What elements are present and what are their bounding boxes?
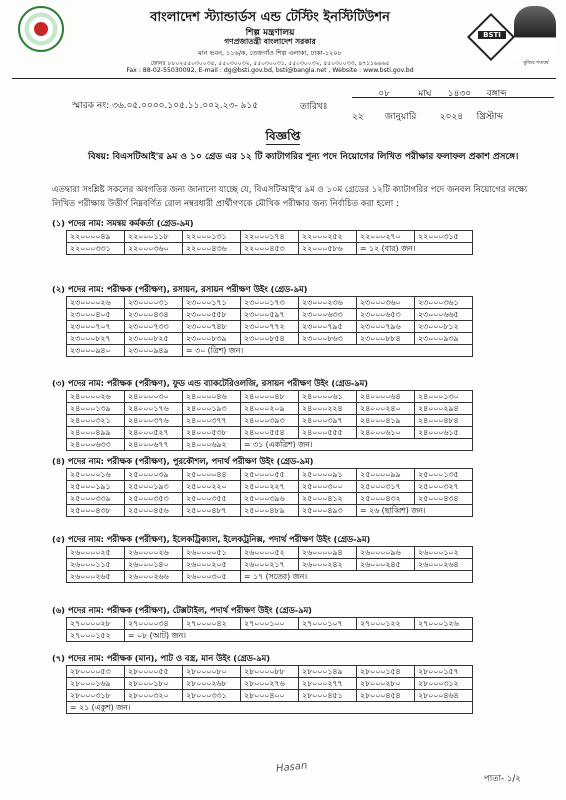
bangla-year: ১৪৩০ <box>447 89 472 99</box>
english-suffix: খ্রিস্টাব্দ <box>476 112 503 122</box>
roll-number-cell: ২৩০০০৭০৭ <box>67 321 125 333</box>
roll-table <box>66 468 473 517</box>
roll-number-cell: ২৮০০০০৮৮ <box>241 666 299 678</box>
table-row <box>67 559 473 571</box>
mujib-year-portrait-icon <box>514 6 556 58</box>
roll-number-cell: ২৪০০০৬১০ <box>357 427 415 439</box>
roll-table <box>66 665 473 714</box>
bangla-date <box>350 86 507 101</box>
roll-number-cell: ২৬০০০০২৬ <box>125 547 183 559</box>
roll-number-cell: ২৭০০০১৫২ <box>67 630 125 642</box>
roll-number-cell: ২৫০০০২২৭ <box>241 481 299 493</box>
roll-number-cell: ২৭০০০১০০ <box>241 618 299 630</box>
total-count-cell: = ৩০ (ত্রিশ) জন। <box>183 345 473 357</box>
table-row <box>67 547 473 559</box>
roll-number-cell: ২৪০০০২২৪ <box>299 403 357 415</box>
roll-number-cell: ২২০০০১৭৪ <box>241 231 299 243</box>
table-row <box>67 427 473 439</box>
roll-number-cell: ২২০০০০৪৯ <box>67 231 125 243</box>
signature: Hasan <box>275 760 308 775</box>
roll-number-cell: ২৮০০০০৮০ <box>183 666 241 678</box>
roll-number-cell: ২৫০০০৪৩৪ <box>415 493 473 505</box>
total-count-cell: = ২১ (একুশ) জন। <box>67 702 473 714</box>
english-month: জানুয়ারি <box>384 112 417 122</box>
roll-number-cell: ২৮০০০৪৫১ <box>299 690 357 702</box>
roll-number-cell: ২৮০০০১৬৯ <box>67 678 125 690</box>
roll-number-cell: ২৩০০০৫৯৭ <box>241 309 299 321</box>
roll-number-cell: ২৭০০০০৩৪ <box>125 618 183 630</box>
table-row <box>67 231 473 243</box>
english-year: ২০২৪ <box>439 112 464 122</box>
roll-number-cell: ২২০০০৫৮৬ <box>299 243 357 255</box>
roll-number-cell: ২৩০০০৮৩৯ <box>183 333 241 345</box>
section-title: (৭) পদের নাম: পরীক্ষক (মান), পাট ও বস্ত্র, মান উইং (গ্রেড-৯ম) <box>52 653 270 663</box>
roll-number-cell: ২৫০০০৩৫৫ <box>183 493 241 505</box>
english-date <box>352 109 503 124</box>
table-row <box>67 505 473 517</box>
roll-number-cell: ২৫০০০০৪৪ <box>183 469 241 481</box>
roll-number-cell: ২৩০০০৭৯৬ <box>357 321 415 333</box>
table-row <box>67 415 473 427</box>
roll-number-cell: ২৫০০০৩১৭ <box>357 481 415 493</box>
date-label: তারিখঃ <box>300 102 328 112</box>
roll-number-cell: ২৬০০০২৬৫ <box>67 571 125 583</box>
date-divider <box>352 97 554 98</box>
phone-numbers: ফোনঃ ৮৮০২৫৫০৩০০৩৫, ৫৫০৩০০৩২, ৫৫০৩০০৩১, ৫৫০৩০০৩২, ৫৫০৩০০৩৩, ৪৭১১৬৬৬৫ <box>150 60 390 67</box>
roll-number-cell: ২৫০০০৪৫৬ <box>125 505 183 517</box>
roll-number-cell: ২৪০০০৩৭৬ <box>125 415 183 427</box>
page-number: পাতা- ১/২ <box>484 774 521 784</box>
roll-number-cell: ২৬০০০২৬৬ <box>125 571 183 583</box>
roll-number-cell: ২৫০০০৪৩৮ <box>67 505 125 517</box>
roll-number-cell: ২৭০০০১২২ <box>357 618 415 630</box>
roll-number-cell: ২৪০০০১৩০ <box>415 391 473 403</box>
roll-number-cell: ২৩০০০৮২৫ <box>125 333 183 345</box>
roll-table <box>66 546 473 583</box>
roll-number-cell: ২৮০০০৪০০ <box>241 690 299 702</box>
section-title: (৫) পদের নাম: পরীক্ষক (পরীক্ষণ), ইলেকট্রিক্যাল, ইলেকট্রনিক্স, পদার্থ পরীক্ষণ উইং (গ্রেড-৯ম) <box>52 534 371 544</box>
bangla-suffix: বঙ্গাব্দ <box>486 89 507 99</box>
notice-title <box>0 128 566 148</box>
roll-number-cell: ২৪০০০০২৬ <box>67 391 125 403</box>
roll-number-cell: ২৩০০০৪০৫ <box>67 309 125 321</box>
roll-number-cell: ২২০০০৩১৫ <box>415 231 473 243</box>
roll-number-cell: ২৬০০০২০৫ <box>183 559 241 571</box>
roll-number-cell: ২৮০০০১৪৯ <box>299 666 357 678</box>
roll-number-cell: ২৫০০০০৫৫ <box>241 469 299 481</box>
roll-number-cell: ২৫০০০০৯১ <box>299 469 357 481</box>
roll-number-cell: ২৫০০০৪৮৭ <box>183 505 241 517</box>
roll-number-cell: ২৭০০০০৪২ <box>183 618 241 630</box>
table-row <box>67 243 473 255</box>
roll-number-cell: ২৪০০০৫৩৮ <box>183 427 241 439</box>
roll-number-cell: ২৩০০০১৭৩ <box>241 297 299 309</box>
total-count-cell: = ০৮ (আট) জন। <box>125 630 473 642</box>
table-row <box>67 702 473 714</box>
roll-number-cell: ২৪০০০০৪৮ <box>241 391 299 403</box>
total-count-cell: = ৩১ (একত্রিশ) জন। <box>241 439 473 451</box>
roll-number-cell: ২৫০০০৩৩৯ <box>67 493 125 505</box>
roll-number-cell: ২৫০০০১৯৩ <box>125 481 183 493</box>
roll-number-cell: ২৪০০০১৯৩ <box>183 403 241 415</box>
roll-number-cell: ২৩০০০৮১২ <box>415 321 473 333</box>
roll-number-cell: ২৩০০০৯৩৯ <box>415 333 473 345</box>
roll-number-cell: ২৪০০০৩২১ <box>67 415 125 427</box>
roll-number-cell: ২৩০০০৭৩৩ <box>125 321 183 333</box>
roll-number-cell: ২৮০০০১৮০ <box>125 678 183 690</box>
table-row <box>67 666 473 678</box>
roll-number-cell: ২৫০০০০১৬ <box>67 469 125 481</box>
roll-number-cell: ২২০০০২৭০ <box>357 231 415 243</box>
table-row <box>67 403 473 415</box>
notice-body: এতদ্বারা সংশ্লিষ্ট সকলের অবগতির জন্য জানানো যাচ্ছে যে, বিএসটিআই'র ৯ম ও ১০ম গ্রেডের ১২টি ক্যাটাগরির পদে জনবল নিয়োগের লক্ষ্যে লিখিত পরীক্ষায় উত্তীর্ণ নিম্নবর্ণিত রোল নম্বরধারী প্রার্থীগণকে মৌখিক পরীক্ষার জন্য নির্বাচিত করা হলো : <box>52 185 528 209</box>
roll-number-cell: ২৪০০০৪১৯ <box>357 415 415 427</box>
roll-number-cell: ২৩০০০৮৬৩ <box>299 333 357 345</box>
roll-number-cell: ২৪০০০৩৯৭ <box>299 415 357 427</box>
table-row <box>67 481 473 493</box>
roll-number-cell: ২৩০০০০২৬ <box>67 297 125 309</box>
roll-number-cell: ২৩০০০৯৪৯ <box>125 345 183 357</box>
roll-number-cell: ২৬০০০৩০৫ <box>183 571 241 583</box>
roll-number-cell: ২৫০০০৪৩২ <box>357 493 415 505</box>
roll-number-cell: ২৫০০০৩৫৩ <box>125 493 183 505</box>
roll-number-cell: ২৮০০০৩১২ <box>415 678 473 690</box>
roll-number-cell: ২৬০০০২৪৫ <box>357 559 415 571</box>
roll-number-cell: ২৩০০০৭৪৮ <box>183 321 241 333</box>
total-count-cell: = ১২ (বার) জন। <box>357 243 473 255</box>
government-seal-icon <box>18 6 64 52</box>
roll-number-cell: ২৫০০০৩০০ <box>299 481 357 493</box>
roll-number-cell: ২৬০০০০৫১ <box>183 547 241 559</box>
roll-number-cell: ২৪০০০০৪৬ <box>183 391 241 403</box>
roll-number-cell: ২৪০০০৪৮৪ <box>415 415 473 427</box>
roll-number-cell: ২৪০০০৫৫৪ <box>241 427 299 439</box>
ministry-name: শিল্প মন্ত্রণালয় <box>245 28 295 38</box>
roll-number-cell: ২৪০০০৬৭৭ <box>125 439 183 451</box>
roll-number-cell: ২৬০০০২৬৪ <box>415 559 473 571</box>
roll-number-cell: ২২০০০৪৩৬ <box>183 243 241 255</box>
total-count-cell: = ২৬ (ছাব্বিশ) জন। <box>357 505 473 517</box>
roll-number-cell: ২৫০০০৪৮৯ <box>241 505 299 517</box>
section-title: (৩) পদের নাম: পরীক্ষক (পরীক্ষণ), ফুড এন্ড ব্যাকটেরিওলজি, রসায়ন পরীক্ষণ উইং (গ্রেড-৯ম) <box>52 378 369 388</box>
section-title: (৪) পদের নাম: পরীক্ষক (পরীক্ষণ), পুরকৌশল, পদার্থ পরীক্ষণ উইং (গ্রেড-৯ম) <box>52 456 314 466</box>
table-row <box>67 297 473 309</box>
office-address: মান ভবন, ১১৬/ক, তেজগাঁও শিল্প এলাকা, ঢাকা-১২০৮ <box>198 49 342 57</box>
section-title: (১) পদের নাম: সমন্বয় কর্মকর্তা (গ্রেড-৯ম) <box>52 218 194 228</box>
roll-number-cell: ২৩০০০৫৫৮ <box>183 309 241 321</box>
roll-number-cell: ২৩০০০৮৫৪ <box>241 333 299 345</box>
roll-number-cell: ২৮০০০৩২০ <box>125 690 183 702</box>
section-title: (৬) পদের নাম: পরীক্ষক (পরীক্ষণ), টেক্সটাইল, পদার্থ পরীক্ষণ উইং (গ্রেড-৯ম) <box>52 605 312 615</box>
table-row <box>67 630 473 642</box>
roll-number-cell: ২৪০০০৬৯২ <box>183 439 241 451</box>
roll-number-cell: ২৮০০০২৭৭ <box>299 678 357 690</box>
roll-number-cell: ২৪০০০৬৩৩ <box>67 439 125 451</box>
table-row <box>67 618 473 630</box>
roll-number-cell: ২৩০০০৭৭২ <box>241 321 299 333</box>
roll-number-cell: ২৫০০০১৯১ <box>67 481 125 493</box>
table-row <box>67 493 473 505</box>
roll-number-cell: ২৪০০০১৭৬ <box>125 403 183 415</box>
roll-number-cell: ২৪০০০৩৯৩ <box>241 415 299 427</box>
roll-number-cell: ২৬০০০২৪২ <box>299 559 357 571</box>
roll-table <box>66 617 473 642</box>
roll-number-cell: ২৩০০০০৩১ <box>125 297 183 309</box>
roll-number-cell: ২৭০০০০২৮ <box>67 618 125 630</box>
roll-number-cell: ২৮০০০২৭৬ <box>241 678 299 690</box>
table-row <box>67 469 473 481</box>
roll-number-cell: ২৫০০০৩২৭ <box>415 481 473 493</box>
roll-number-cell: ২৮০০০১৫৪ <box>357 666 415 678</box>
table-row <box>67 309 473 321</box>
roll-number-cell: ২৮০০০১৫৭ <box>415 666 473 678</box>
bsti-logo-text: BSTI <box>478 31 506 39</box>
roll-number-cell: ২৮০০০৪৫৪ <box>357 690 415 702</box>
roll-number-cell: ২৮০০০২৮০ <box>357 678 415 690</box>
roll-number-cell: ২২০০০৩৩১ <box>67 243 125 255</box>
roll-number-cell: ২৫০০০২২০ <box>183 481 241 493</box>
roll-number-cell: ২৪০০০৫২৭ <box>125 427 183 439</box>
roll-number-cell: ২৮০০০৩৩১ <box>183 690 241 702</box>
roll-number-cell: ২৩০০০৭৯৫ <box>299 321 357 333</box>
notice-subject: বিষয়: বিএসটিআই'র ৯ম ও ১০ গ্রেড এর ১২ টি ক্যাটাগরির শূন্য পদে নিয়োগের লিখিত পরীক্ষার ফলাফল প্রকাশ প্রসঙ্গে। <box>88 152 519 162</box>
roll-number-cell: ২২০০০৩৬০ <box>125 243 183 255</box>
roll-number-cell: ২৩০০০১৭১ <box>183 297 241 309</box>
table-row <box>67 333 473 345</box>
header-divider <box>12 78 556 79</box>
roll-number-cell: ২৬০০০০৯৬ <box>357 547 415 559</box>
roll-number-cell: ২৪০০০০৬৪ <box>357 391 415 403</box>
roll-table <box>66 230 473 255</box>
memo-number: স্মারক নং: ৩৬.০৫.০০০০.১০৫.১১.০০২.২৩- ৯১৫ <box>72 101 259 111</box>
table-row <box>67 391 473 403</box>
roll-number-cell: ২৫০০০৪১২ <box>299 493 357 505</box>
roll-number-cell: ২৫০০০১৩৫ <box>415 469 473 481</box>
roll-number-cell: ২৫০০০৪৯৩ <box>299 505 357 517</box>
roll-number-cell: ২৬০০০১১৫ <box>67 559 125 571</box>
roll-number-cell: ২৩০০০৩৬০ <box>357 297 415 309</box>
roll-number-cell: ২৫০০০০৩৯ <box>125 469 183 481</box>
roll-number-cell: ২৮০০০৪৬৪ <box>415 690 473 702</box>
roll-number-cell: ২৪০০০২৯৪ <box>415 403 473 415</box>
roll-number-cell: ২৩০০০৯৪০ <box>67 345 125 357</box>
government-name: গণপ্রজাতন্ত্রী বাংলাদেশ সরকার <box>224 37 316 46</box>
table-row <box>67 321 473 333</box>
roll-number-cell: ২৮০০০৩১৮ <box>67 690 125 702</box>
roll-number-cell: ২৪০০০২০৯ <box>241 403 299 415</box>
roll-number-cell: ২৪০০০৪৯৯ <box>67 427 125 439</box>
roll-number-cell: ২৩০০০৮২৭ <box>67 333 125 345</box>
roll-number-cell: ২৩০০০৬৩৩ <box>299 309 357 321</box>
roll-number-cell: ২৩০০০৪৩৪ <box>125 309 183 321</box>
contact-line: Fax : 88-02-55030092, E-mail : dg@bsti.gov.bd, bsti@bangla.net , Website : www.bsti.gov.bd <box>126 67 414 74</box>
roll-number-cell: ২৩০০০৮৮৪ <box>357 333 415 345</box>
roll-number-cell: ২৩০০০৬৬৫ <box>415 309 473 321</box>
roll-number-cell: ২৪০০০৩৭৭ <box>183 415 241 427</box>
roll-number-cell: ২২০০০২৫২ <box>299 231 357 243</box>
roll-number-cell: ২২০০০৪৫৩ <box>241 243 299 255</box>
roll-number-cell: ২৭০০০১০৭ <box>299 618 357 630</box>
roll-number-cell: ২৬০০০০৯৪ <box>299 547 357 559</box>
roll-number-cell: ২৬০০০০২৫ <box>67 547 125 559</box>
table-row <box>67 345 473 357</box>
roll-number-cell: ২৬০০০১০২ <box>415 547 473 559</box>
roll-number-cell: ২৩০০০২৩৬ <box>299 297 357 309</box>
roll-number-cell: ২৫০০০০৯৯ <box>357 469 415 481</box>
roll-number-cell: ২৪০০০০৩০ <box>125 391 183 403</box>
roll-number-cell: ২৪০০০০৬১ <box>299 391 357 403</box>
table-row <box>67 571 473 583</box>
roll-table <box>66 296 473 357</box>
notice-title-text: বিজ্ঞপ্তি <box>265 129 301 143</box>
roll-number-cell: ২৬০০০২১৭ <box>241 559 299 571</box>
roll-number-cell: ২৪০০০২৪০ <box>357 403 415 415</box>
portrait-caption: মুজিব শতবর্ষ <box>523 60 549 66</box>
roll-number-cell: ২৬০০০০৫২ <box>241 547 299 559</box>
roll-number-cell: ২২০০০১৩১ <box>183 231 241 243</box>
organization-name: বাংলাদেশ স্ট্যান্ডার্ডস এন্ড টেস্টিং ইনস্টিটিউশন <box>150 10 390 25</box>
total-count-cell: = ১৭ (সতের) জন। <box>241 571 473 583</box>
roll-number-cell: ২৫০০০৩৯৬ <box>241 493 299 505</box>
roll-number-cell: ২৪০০০৫৫৫ <box>299 427 357 439</box>
roll-number-cell: ২৮০০০০৫৫ <box>125 666 183 678</box>
section-title: (২) পদের নাম: পরীক্ষক (পরীক্ষণ), রসায়ন, রসায়ন পরীক্ষণ উইং (গ্রেড-৯ম) <box>52 284 308 294</box>
roll-number-cell: ২৩০০০৩৬১ <box>415 297 473 309</box>
roll-number-cell: ২৮০০০২৬৮ <box>183 678 241 690</box>
roll-number-cell: ২৪০০০৬১৫ <box>415 427 473 439</box>
english-day: ২২ <box>352 112 364 122</box>
roll-number-cell: ২২০০০১১৮ <box>125 231 183 243</box>
bangla-month: মাঘ <box>418 89 432 99</box>
table-row <box>67 690 473 702</box>
roll-number-cell: ২৮০০০০৫৩ <box>67 666 125 678</box>
bangla-day: ০৮ <box>378 89 390 99</box>
roll-number-cell: ২৬০০০১৪০ <box>125 559 183 571</box>
roll-number-cell: ২৩০০০৬৫৩ <box>357 309 415 321</box>
table-row <box>67 439 473 451</box>
roll-number-cell: ২৭০০০১২৬ <box>415 618 473 630</box>
roll-table <box>66 390 473 451</box>
roll-number-cell: ২৪০০০১৩৯ <box>67 403 125 415</box>
table-row <box>67 678 473 690</box>
